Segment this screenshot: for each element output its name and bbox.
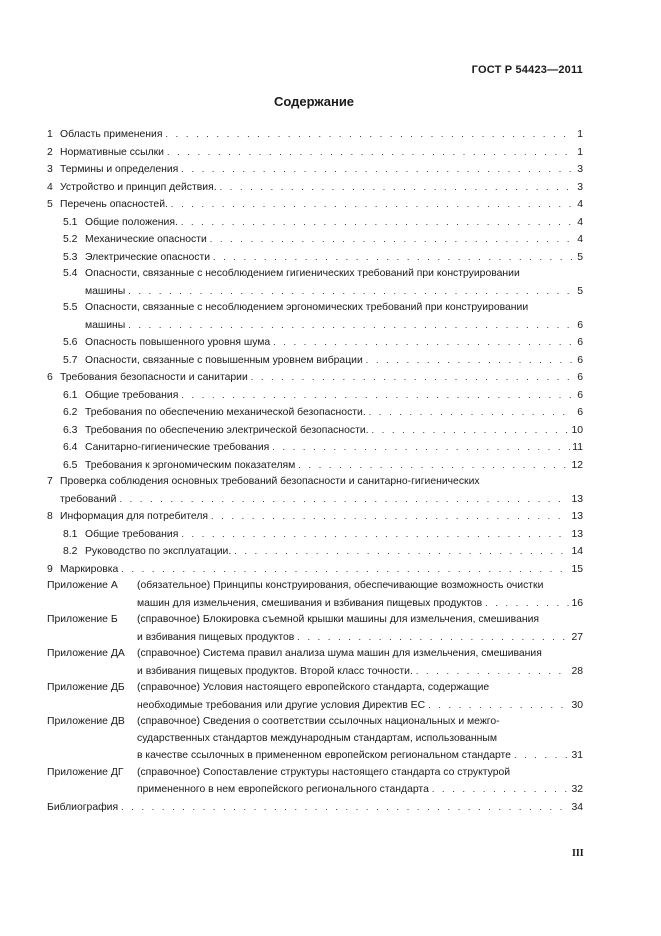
toc-entry-line xyxy=(63,457,583,475)
appendix-entry[interactable] xyxy=(47,680,583,714)
dot-leader xyxy=(211,508,569,525)
appendix-label: Приложение Б xyxy=(47,614,118,625)
toc-entry-number: 4 xyxy=(47,181,53,193)
appendix-page: 32 xyxy=(571,784,583,795)
appendix-description-text: в качестве ссылочных в примененном европейском региональном стандарте xyxy=(137,750,511,761)
toc-entry-number: 8.1 xyxy=(63,528,78,540)
toc-entry[interactable] xyxy=(47,179,583,197)
appendix-description xyxy=(137,680,583,714)
toc-entry-number: 6.3 xyxy=(63,424,78,436)
appendix-description-text: и взбивания пищевых продуктов. Второй класс точности. xyxy=(137,665,413,677)
dot-leader xyxy=(366,352,572,369)
dot-leader xyxy=(432,781,570,798)
appendix-description xyxy=(137,646,583,680)
dot-leader xyxy=(181,526,569,543)
toc-entry-line xyxy=(47,491,583,509)
toc-entry-number: 5.4 xyxy=(63,268,78,279)
toc-entry-page: 5 xyxy=(577,251,583,263)
toc-entry[interactable] xyxy=(47,526,583,544)
toc-entry-page: 4 xyxy=(577,234,583,245)
standard-code: ГОСТ Р 54423—2011 xyxy=(471,64,583,76)
dot-leader xyxy=(234,543,569,560)
toc-entry-title: Требования к эргономическим показателям xyxy=(85,459,296,471)
appendix-description-line xyxy=(137,781,583,799)
toc-entry-line xyxy=(63,283,583,301)
toc-entry-page: 14 xyxy=(571,546,583,557)
toc-entry-line xyxy=(63,404,583,422)
toc-entry-line xyxy=(63,439,583,457)
toc-entry-title: требований xyxy=(60,493,117,505)
toc-entry-title: Термины и определения xyxy=(60,164,179,175)
toc-entry-title: машины xyxy=(85,285,126,297)
toc-entry-number: 5.7 xyxy=(63,354,78,366)
dot-leader xyxy=(181,387,572,404)
toc-entry[interactable] xyxy=(47,231,583,249)
toc-entry-first-line xyxy=(63,266,583,283)
toc-entry-page: 5 xyxy=(577,285,583,297)
dot-leader xyxy=(416,663,570,680)
appendix-description xyxy=(137,765,583,799)
appendix-entry[interactable] xyxy=(47,578,583,612)
appendix-label: Приложение ДВ xyxy=(47,716,125,727)
toc-entry-page: 1 xyxy=(577,129,583,140)
toc-entry-title: Механические опасности xyxy=(85,234,207,245)
toc-entry-number: 3 xyxy=(47,164,53,175)
dot-leader xyxy=(297,629,569,646)
dot-leader xyxy=(128,317,572,334)
appendix-description-text: примененного в нем европейского регионального стандарта xyxy=(137,784,429,795)
dot-leader xyxy=(210,231,572,248)
toc-entry-line xyxy=(63,334,583,352)
toc-entry-title: Опасности, связанные с повышенным уровнем вибрации xyxy=(85,354,363,366)
dot-leader xyxy=(298,457,569,474)
toc-entry-title: Перечень опасностей. xyxy=(60,199,168,210)
toc-entry-line xyxy=(63,231,583,249)
toc-entry-page: 6 xyxy=(577,319,583,331)
toc-entry-number: 6.1 xyxy=(63,389,78,401)
toc-entry[interactable] xyxy=(47,543,583,561)
toc-entry-number: 5.2 xyxy=(63,234,78,245)
toc-entry[interactable] xyxy=(47,266,583,300)
toc-entry-line xyxy=(63,317,583,335)
dot-leader xyxy=(369,404,572,421)
toc-entry-number: 5.6 xyxy=(63,337,78,348)
toc-entry-title: Санитарно-гигиенические требования xyxy=(85,442,270,453)
toc-entry-page: 3 xyxy=(577,181,583,193)
toc-entry[interactable] xyxy=(47,369,583,387)
toc-entry-title: Руководство по эксплуатации. xyxy=(85,546,232,557)
toc-entry-page: 12 xyxy=(571,459,583,471)
toc-entry-title: Опасность повышенного уровня шума xyxy=(85,337,271,348)
dot-leader xyxy=(171,196,572,213)
toc-entry-title: Требования по обеспечению электрической безопасности. xyxy=(85,424,369,436)
appendix-description-line: (справочное) Сопоставление структуры настоящего стандарта со структурой xyxy=(137,766,511,778)
dot-leader xyxy=(181,161,572,178)
toc-entry-title: Общие требования xyxy=(85,389,179,401)
toc-entry[interactable] xyxy=(47,334,583,352)
toc-entry-page: 13 xyxy=(571,493,583,505)
toc-entry[interactable] xyxy=(47,196,583,214)
toc-entry-page: 4 xyxy=(577,199,583,210)
dot-leader xyxy=(167,144,572,161)
dot-leader xyxy=(128,283,572,300)
appendix-entry[interactable] xyxy=(47,714,583,765)
appendix-page: 16 xyxy=(571,597,583,609)
toc-entry-page: 13 xyxy=(571,528,583,540)
appendix-description-line: (справочное) Условия настоящего европейского стандарта, содержащие xyxy=(137,682,490,693)
toc-entry-title: Информация для потребителя xyxy=(60,511,209,522)
toc-entry[interactable] xyxy=(47,161,583,179)
appendix-description-line xyxy=(137,697,583,715)
toc-entry-title: Маркировка xyxy=(60,563,119,575)
toc-entry-page: 13 xyxy=(571,511,583,522)
dot-leader xyxy=(121,799,569,816)
toc-entry[interactable] xyxy=(47,508,583,526)
dot-leader xyxy=(213,249,572,266)
toc-entry-number: 5.1 xyxy=(63,216,78,228)
toc-entry-title: Требования безопасности и санитарии xyxy=(60,372,248,383)
toc-entry-title: машины xyxy=(85,319,126,331)
toc-entry-page: 6 xyxy=(577,407,583,418)
toc-entry[interactable] xyxy=(47,352,583,370)
appendix-description-text: необходимые требования или другие условия Директив ЕС xyxy=(137,699,426,711)
toc-entry-number: 6.4 xyxy=(63,442,78,453)
toc-entry-line xyxy=(63,387,583,405)
toc-entry-line xyxy=(63,352,583,370)
toc-entry-page: 15 xyxy=(571,563,583,575)
dot-leader xyxy=(273,334,572,351)
appendix-description-line: сударственных стандартов международным стандартам, использованным xyxy=(137,732,497,744)
toc-entry-number: 6.5 xyxy=(63,459,78,471)
toc-entry-line xyxy=(47,126,583,144)
toc-entry[interactable] xyxy=(47,474,583,508)
toc-entry-first-line xyxy=(47,474,583,491)
toc-entry-line xyxy=(47,369,583,387)
toc-entry-page: 6 xyxy=(577,389,583,401)
appendix-page: 28 xyxy=(571,665,583,677)
toc-entry-line xyxy=(63,526,583,544)
appendix-entry[interactable] xyxy=(47,612,583,646)
toc-entry-number: 2 xyxy=(47,146,53,158)
toc-entry[interactable] xyxy=(47,439,583,457)
appendix-description-text: машин для измельчения, смешивания и взбивания пищевых продуктов xyxy=(137,597,483,609)
dot-leader xyxy=(119,491,569,508)
toc-entry[interactable] xyxy=(47,249,583,267)
toc-entry-page: 6 xyxy=(577,337,583,348)
toc-entry-number: 5.5 xyxy=(63,302,78,313)
appendix-description-line xyxy=(137,747,583,765)
toc-entry[interactable] xyxy=(47,404,583,422)
appendix-page: 31 xyxy=(571,750,583,761)
toc-entry-title: Опасности, связанные с несоблюдением эргономических требований при конструировании xyxy=(85,302,529,313)
dot-leader xyxy=(485,595,569,612)
appendix-description-text: и взбивания пищевых продуктов xyxy=(137,631,295,643)
dot-leader xyxy=(372,422,570,439)
dot-leader xyxy=(428,697,569,714)
appendix-page: 27 xyxy=(571,631,583,643)
toc-entry-title: Электрические опасности xyxy=(85,251,211,263)
toc-entry-number: 1 xyxy=(47,129,53,140)
appendix-description-line: (справочное) Сведения о соответствии ссылочных национальных и межго- xyxy=(137,716,500,727)
toc-entry-page: 3 xyxy=(577,164,583,175)
appendix-label: Приложение ДА xyxy=(47,648,125,659)
toc-entry-line xyxy=(63,249,583,267)
toc-entry-page: 1 xyxy=(577,146,583,158)
appendix-description-line xyxy=(137,663,583,681)
toc-entry-line xyxy=(63,422,583,440)
toc-entry-title: Область применения xyxy=(60,129,163,140)
toc-entry[interactable] xyxy=(47,387,583,405)
bibliography-page: 34 xyxy=(571,801,583,813)
dot-leader xyxy=(121,561,569,578)
toc-entry-number: 6.2 xyxy=(63,407,78,418)
toc-entry-number: 6 xyxy=(47,372,53,383)
toc-entry-page: 6 xyxy=(577,354,583,366)
toc-entry-title: Общие требования xyxy=(85,528,179,540)
toc-entry-line xyxy=(63,543,583,561)
toc-entry[interactable] xyxy=(47,214,583,232)
bibliography-entry[interactable] xyxy=(47,799,583,817)
dot-leader xyxy=(272,439,570,456)
dot-leader xyxy=(181,214,572,231)
toc-entry-number: 8.2 xyxy=(63,546,78,557)
toc-entry-line xyxy=(47,561,583,579)
toc-entry[interactable] xyxy=(47,144,583,162)
appendix-description-line: (обязательное) Принципы конструирования, обеспечивающие возможность очистки xyxy=(137,580,544,591)
dot-leader xyxy=(220,179,572,196)
toc-entry-number: 8 xyxy=(47,511,53,522)
table-of-contents xyxy=(47,126,583,816)
toc-entry-page: 6 xyxy=(577,372,583,383)
toc-entry[interactable] xyxy=(47,126,583,144)
toc-entry-page: 10 xyxy=(571,424,583,436)
dot-leader xyxy=(165,126,572,143)
toc-entry-number: 5.3 xyxy=(63,251,78,263)
appendix-entry[interactable] xyxy=(47,765,583,799)
toc-entry-number: 9 xyxy=(47,563,53,575)
toc-entry-line xyxy=(47,508,583,526)
appendix-label: Приложение ДГ xyxy=(47,766,124,778)
toc-entry[interactable] xyxy=(47,422,583,440)
toc-entry-line xyxy=(47,179,583,197)
bibliography-label: Библиография xyxy=(47,801,119,813)
toc-entry-line xyxy=(47,196,583,214)
appendix-description xyxy=(137,714,583,765)
appendix-description-line xyxy=(137,595,583,613)
toc-entry-title: Требования по обеспечению механической безопасности. xyxy=(85,407,366,418)
toc-entry-line xyxy=(63,214,583,232)
toc-entry-title: Опасности, связанные с несоблюдением гигиенических требований при конструировании xyxy=(85,268,520,279)
toc-entry-title: Устройство и принцип действия. xyxy=(60,181,217,193)
appendix-description-line xyxy=(137,629,583,647)
page-number: III xyxy=(572,848,584,859)
toc-entry-page: 11 xyxy=(572,442,583,453)
appendix-page: 30 xyxy=(571,699,583,711)
toc-entry[interactable] xyxy=(47,561,583,579)
toc-entry[interactable] xyxy=(47,300,583,334)
toc-entry-title: Нормативные ссылки xyxy=(60,146,164,158)
appendix-label: Приложение А xyxy=(47,580,118,591)
appendix-entry[interactable] xyxy=(47,646,583,680)
toc-entry-first-line xyxy=(63,300,583,317)
toc-entry-number: 5 xyxy=(47,199,53,210)
toc-entry-page: 4 xyxy=(577,216,583,228)
dot-leader xyxy=(251,369,572,386)
appendix-description-line: (справочное) Блокировка съемной крышки машины для измельчения, смешивания xyxy=(137,614,540,625)
toc-entry-title: Общие положения. xyxy=(85,216,178,228)
toc-entry-title: Проверка соблюдения основных требований безопасности и санитарно-гигиенических xyxy=(60,476,480,487)
toc-entry-line xyxy=(47,144,583,162)
appendix-label: Приложение ДБ xyxy=(47,682,125,693)
toc-entry-line xyxy=(47,161,583,179)
toc-entry-number: 7 xyxy=(47,476,53,487)
page-title: Содержание xyxy=(273,94,355,109)
toc-entry[interactable] xyxy=(47,457,583,475)
appendix-description-line: (справочное) Система правил анализа шума машин для измельчения, смешивания xyxy=(137,648,542,659)
appendix-description xyxy=(137,612,583,646)
dot-leader xyxy=(514,747,569,764)
appendix-description xyxy=(137,578,583,612)
